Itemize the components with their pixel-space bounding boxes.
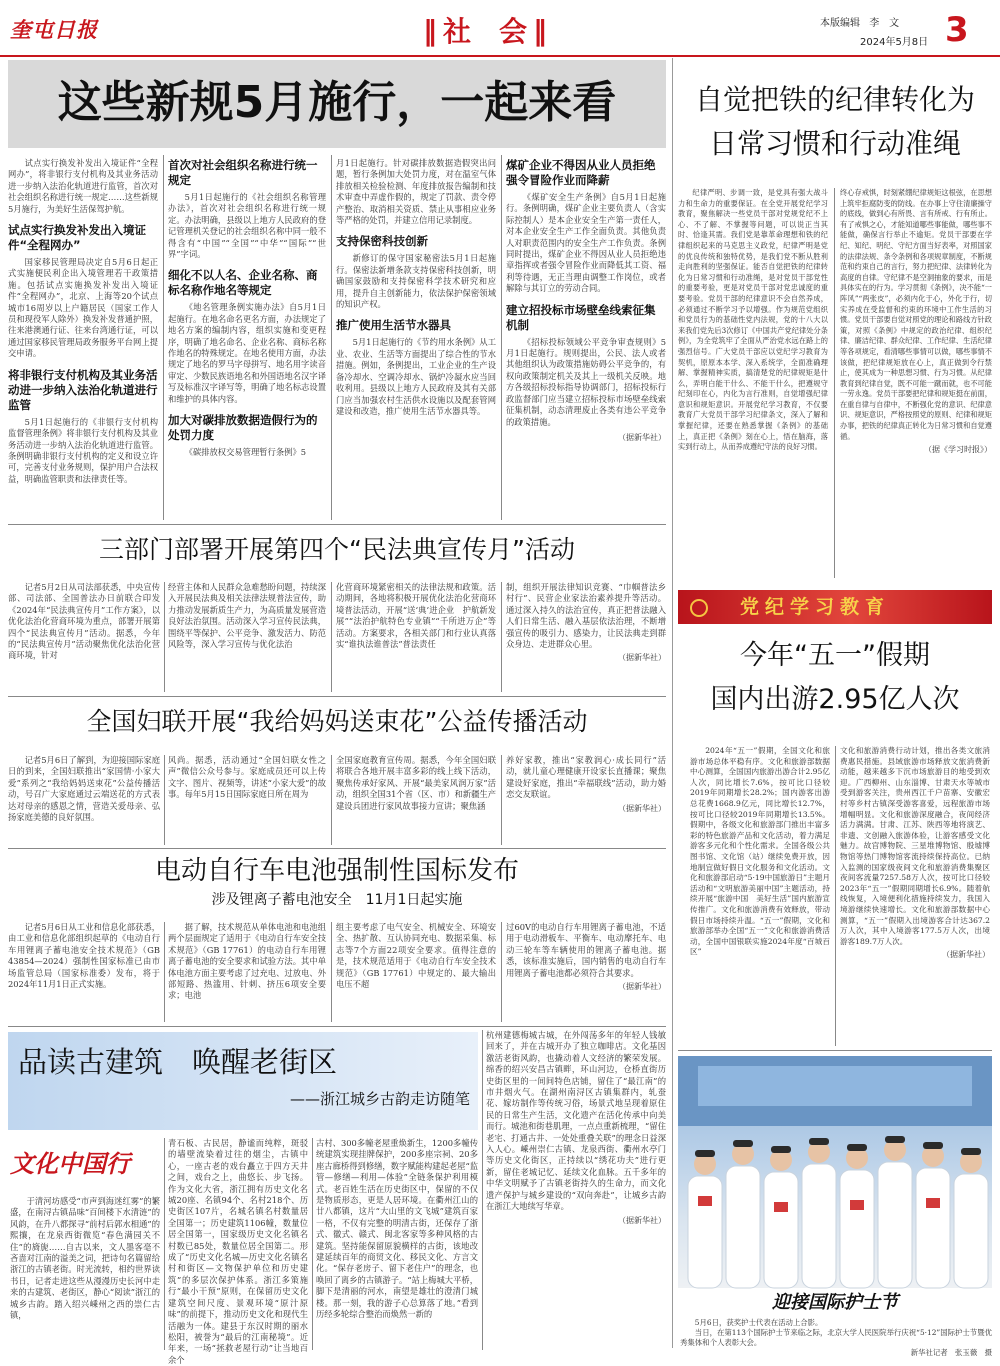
mayday-headline-line2: 国内出游2.95亿人次	[710, 684, 960, 715]
civil-col-2	[168, 582, 326, 650]
lead-intro: 试点实行换发补发出入境证件“全程网办”，将非银行支付机构及其业务活动进一步纳入法治化轨道进行监管，首次对社会组织名称进行统一规定……这些新规5月施行，为美好生活保驾护航。	[8, 158, 158, 214]
discipline-col-2	[840, 188, 992, 455]
lead-subhead: 细化不以人名、企业名称、商标名称作地名等规定	[168, 268, 318, 298]
nurse-banner: 迎接国际护士节	[772, 1292, 898, 1313]
issue-date: 2024年5月8日	[860, 37, 929, 48]
discipline-source: （据《学习时报》）	[924, 445, 992, 455]
flower-source: （据新华社）	[618, 803, 666, 813]
mayday-paragraph: 2024年“五一”假期，全国文化和旅游市场总体平稳有序。文化和旅游部数据中心测算，全国国内旅游出游合计2.95亿人次，同比增长7.6%，按可比口径较2019年同期增长28.2%；国内游客出游总花费1668.9亿元，同比增长12.7%，按可比口径较2019年同期增长13.5%。假期中，各级文化和旅游部门推出丰富多彩的特色旅游产品和文化活动，着力满足游客多元化和个性化需求。全国各级公共图书馆、文化馆（站）继续免费开放，因地制宜做好假日文化服务和文化活动。文化和旅游部启动“5·19中国旅游日”主题月活动和“文明旅游美丽中国”主题活动，持续开展“旅游中国 美好生活”国内旅游宣传推广。文化和旅游消费有效释放，带动假日市场持续升温。“五一”假期，文化和旅游部举办全国“五一”文化和旅游消费活动，全国中国银联实施2024年度“百城百区”	[690, 746, 830, 957]
ancient-paragraph: 青石板、古民居，静谧而纯粹，斑驳的墙壁流染着过往的烟尘，古镇中心，一座古老的戏台矗立于四方天井之间，戏台之上，曲悠长、步飞扬。作为文化大省，浙江拥有历史文化名城20座、名镇94个、名村218个、历史街区107片，名城名镇名村数量居全国第一；历史建筑1106幢，数量位居全国第一，国家级历史文化名镇名村数已85处，数量位居全国第二。形成了“历史文化名城—历史文化名镇名村和街区—文物保护单位和历史建筑”的多层次保护体系。浙江多策施行“最小干预”原则，在保留历史文化建筑空间尺度、景观环境“原汁原味”的前提下，推动历史文化和现代生活融为一体。建县于东汉时期的丽水松阳，被誉为“最后的江南秘境”。近年来，一场“拯救老屋行动”让当地百余个	[168, 1138, 308, 1365]
nurse-photo-graphic	[678, 1056, 992, 1288]
lead-paragraph: 《招标投标领域公平竞争审查规则》5月1日起施行。规则提出，公民、法人或者其他组织认为政策措施妨碍公平竞争的，有权向政策制定机关及其上一级机关反映。地方各级招标投标指导协调部门，招标投标行政监督部门应当建立招标投标市场壁垒线索征集机制，动态清理废止各类有违公平竞争的政策措施。	[506, 336, 666, 427]
flower-paragraph: 记者5月6日了解到，为迎接国际家庭日的到来，全国妇联推出“家国情·小家大爱”系列之“我给妈妈送束花”公益传播活动，号召广大家庭通过云端送花的方式表达对母亲的感恩之情，营造关爱母亲、弘扬家庭美德的良好氛围。	[8, 755, 160, 823]
flower-col-1	[8, 755, 160, 823]
lead-subhead: 将非银行支付机构及其业务活动进一步纳入法治化轨道进行监管	[8, 367, 158, 412]
discipline-paragraph: 纪律严明、步调一致，是党具有强大战斗力和生命力的重要保证。在全党开展党纪学习教育，聚焦解决一些党员干部对党规党纪不上心、不了解、不掌握等问题，可以说正当其时、恰逢其需。我们党是靠革命理想和铁的纪律组织起来的马克思主义政党，纪律严明是党的优良传统和独特优势，是我们党不断从胜利走向胜利的坚强保证。能否自觉把铁的纪律转化为日常习惯和行动准绳，是对党员干部党性的重要考验，更是对党员干部对党忠诚度的重要考验。党员干部的纪律意识不会自然养成，必须通过不断学习予以增强。作为规范党组织和党员行为的基础性党内法规，党的十八大以来我们党先后3次修订《中国共产党纪律处分条例》，为全党筑牢了全面从严治党水远在路上的强烈信号。广大党员干部应以党纪学习教育为契机，原原本本学、深入系统学，全面准确理解、掌握精神实质，搞清楚党的纪律规矩是什么，弄明白能干什么、不能干什么，把遵规守纪刻印在心，内化为言行准则，自觉增强纪律意识和规矩意识。开展党纪学习教育，不仅要教育广大党员干部学习纪律条文，深入了解和掌握纪律，还要在熟悉掌握《条例》的基础上，真正把《条例》刻在心上，悟在脑海，落实到行动上，从而养成遵纪守法的良好习惯。	[678, 188, 828, 452]
lead-source: （据新华社）	[618, 432, 666, 442]
nurse-caption-line2: 当日，在第113个国际护士节来临之际，北京大学人民医院举行庆祝“5·12”国际护士节暨优秀集体和个人表彰大会。	[680, 1328, 992, 1347]
discipline-headline-line2: 日常习惯和行动准绳	[708, 127, 961, 160]
flower-paragraph: 养好家教，推出“家教润心·成长同行”活动，就儿童心理健康开设家长直播课；聚焦建设好家庭，推出“幸福联线”活动，助力婚恋交友联谊。	[506, 755, 666, 800]
flower-col-3	[336, 755, 496, 812]
lead-paragraph: 《地名管理条例实施办法》自5月1日起施行。在地名命名更名方面，办法规定了地名方案的编制内容，组织实施和变更程序，明确了地名命名、企业名称、商标名称作地名的特殊规定。在地名使用方面，办法规定了地名的罗马字母拼写、地名用字读音审定、少数民族语地名和外国语地名汉字译写及标准汉字译写等，明确了地名标志设置和维护的具体内容。	[168, 302, 326, 404]
lead-subhead: 建立招投标市场壁垒线索征集机制	[506, 302, 656, 332]
discipline-paragraph: 终心存戒惧，时刻紧绷纪律规矩这根弦，在思想上筑牢拒腐防变的防线。在办事上守住清廉操守的底线，做到心有所畏、言有所戒、行有所止。有了戒惧之心，才能知道哪些事能做，哪些事不能做，确保言行举止不逾矩。党员干部要在学纪、知纪、明纪、守纪方面当好表率，对照国家的法律法规、条令条例和各项规章制度，不断规范和约束自己的言行，努力把纪律、法律转化为高度的自律。守纪律不是空洞抽象的要求，而是具体实在的行为。学习贯彻《条例》，决不能“一阵风”“两张皮”，必须内化于心，外化于行，切实养成在受监督和约束的环境中工作生活的习惯。党员干部要自觉对照党的理论和路线方针政策，对照《条例》中规定的政治纪律、组织纪律、廉洁纪律、群众纪律、工作纪律、生活纪律等各项规定，看清哪些事情可以做，哪些事情不该做，把纪律规矩放在心上，真正做到令行禁止，使其成为一种思想习惯、行为习惯。从纪律教育到纪律自觉，既不可能一蹴而就，也不可能一劳永逸。党员干部要把纪律和规矩挺在前面，在重自律与自律中，不断强化党的意识、纪律意识、规矩意识，严格按照党的原则、纪律和规矩办事，把铁的纪律真正转化为日常习惯和自觉遵循。	[840, 188, 992, 441]
battery-col-1	[8, 922, 160, 990]
nurse-caption-line1: 5月6日，获奖护士代表在活动上合影。	[694, 1318, 823, 1327]
lead-subhead: 支持保密科技创新	[336, 234, 428, 249]
ancient-paragraph: 古村、300多幢老屋重焕新生，1200多幢传统建筑实现挂牌保护，200多座宗祠、20多座古廊桥得到修缮，数字赋能构建起老屋“监管—修缮—利用—体验”全链条保护利用模式。老百姓生活在历史街区中，保留的不仅是物质形态，更是人居环境。在衢州江山的廿八都镇，这片“大山里的文飞城”建筑百家一格，不仅有完整的明清古街，还保存了浙式、徽式、赣式、闽北客家等多种风格的古建筑。坚持能保留原貌横样的古街，该地改建延续百年的商贸文化、移民文化、方言文化。“保存老房子、留下老住户”的理念，也唤回了离乡的古镇游子。“站上梅城大平桥，脚下是清丽的河水，南望是雄壮的澄清门城楼。那一刻，我的游子心总算落了地。”看到历经多轮综合整治而焕然一新的	[316, 1138, 478, 1320]
lead-paragraph: 5月1日起施行的《社会组织名称管理办法》，首次对社会组织名称进行统一规定。办法明确，县级以上地方人民政府的登记管理机关登记的社会组织名称中同一般不得含有“中国”“全国”“中华”“国际”“世界”字词。	[168, 192, 326, 260]
ancient-col-1	[10, 1196, 160, 1321]
mayday-source: （据新华社）	[942, 950, 990, 960]
lead-subhead: 煤矿企业不得因从业人员拒绝强令冒险作业而降薪	[506, 158, 656, 187]
lead-paragraph: 新修订的保守国家秘密法5月1日起施行。保密法新增条款支持保密科技创新，明确国家鼓励和支持保密科学技术研究和应用，提升自主创新能力，依法保护保密领域的知识产权。	[336, 253, 496, 310]
flower-col-4	[506, 755, 666, 814]
lead-col-3	[336, 158, 496, 417]
section-label: ‖ 社 会 ‖	[405, 10, 565, 50]
party-education-banner-text: 党纪学习教育	[739, 596, 890, 618]
civil-code-headline: 三部门部署开展第四个“民法典宣传月”活动	[99, 535, 575, 564]
mayday-col-1	[690, 746, 830, 958]
civil-col-4	[506, 582, 666, 663]
lead-headline: 这些新规5月施行，一起来看	[57, 77, 617, 128]
banner-deco-left	[690, 599, 708, 617]
nurse-photo	[678, 1056, 992, 1288]
page-number: 3	[945, 10, 969, 50]
lead-paragraph: 国家移民管理局决定自5月6日起正式实施便民利企出入境管理若干政策措施。包括试点实施换发补发出入境证件“全程网办”，北京、上海等20个试点城市16周岁以上户籍居民（国家工作人员和现役军人除外）换发补发普通护照，往来港澳通行证、往来台湾通行证，可以通过国家移民管理局政务服务平台网上提交申请。	[8, 257, 158, 359]
column-logo	[10, 1138, 160, 1190]
ancient-col-2	[168, 1138, 308, 1366]
battery-col-3	[336, 922, 496, 990]
lead-paragraph: 《碳排放权交易管理暂行条例》5	[184, 447, 307, 458]
mayday-paragraph: 文化和旅游消费行动计划，推出各类文旅消费惠民措施。县域旅游市场释放文旅消费新动能，越来越多下沉市场旅游目的地受到欢迎。广西柳州、山东淄博、甘肃天水等城市受到游客关注，贵州西江千户苗寨、安徽宏村等乡村古镇深受游客喜爱，远程旅游市场增幅明显。文化和旅游深度融合，夜间经济活力满满。甘肃、江苏、陕西等地将演艺、非遗、文创融入旅游体验，让游客感受文化魅力。故宫博物院、三星堆博物馆、殷墟博物馆等热门博物馆客流持续保持高位。已纳入监测的国家级夜间文化和旅游消费集聚区夜间客流量7257.58万人次，按可比口径较2023年“五一”假期同期增长6.9%。随着航线恢复，入境便利化措施持续发力，我国入境游继续快速增长。文化和旅游部数据中心测算，“五一”假期入出境游客合计达367.2万人次，其中入境游客177.5万人次，出境游客189.7万人次。	[840, 746, 990, 946]
flower-col-2	[168, 755, 326, 801]
section-name: 社 会	[442, 15, 527, 48]
battery-paragraph: 过60V的电动自行车用锂离子蓄电池，不适用于电动滑板车、平衡车、电动摩托车、电动三轮车等车辆使用的锂离子蓄电池。据悉，该标准实施后，国内销售的电动自行车用锂离子蓄电池都必须符合其要求。	[506, 922, 666, 978]
ancient-subhead: ——浙江城乡古韵走访随笔	[289, 1090, 470, 1108]
masthead: 奎屯日报	[10, 17, 98, 42]
column-logo-text: 文化中国行	[10, 1149, 130, 1178]
ancient-col-3	[316, 1138, 478, 1321]
civil-col-3	[336, 582, 496, 650]
editor-label: 本版编辑	[820, 18, 860, 29]
battery-col-2	[168, 922, 326, 1002]
civil-paragraph: 制，组织开展法律知识竞赛、“巾帼普法乡村行”、民营企业家法治素养提升等活动。通过深入持久的法治宣传，真正把普法融入人们日常生活、融入基层依法治理，不断增强宣传的吸引力、感染力，让民法典走到群众身边、走进群众心里。	[506, 582, 666, 650]
lead-col-4	[506, 158, 666, 443]
civil-paragraph: 记者5月2日从司法部获悉，中央宣传部、司法部、全国普法办日前联合印发《2024年“民法典宣传月”工作方案》，以优化法治化营商环境为重点，部署开展第四个“民法典宣传月”活动。据悉，今年的“民法典宣传月”活动聚焦优化法治化营商环境，针对	[8, 582, 160, 661]
lead-paragraph: 5月1日起施行的《节约用水条例》从工业、农业、生活等方面提出了综合性的节水措施。例如，条例提出，工业企业的生产设备冷却水、空调冷却水、锅炉冷凝水应当回收利用。县级以上地方人民政府及其有关部门应当加强农村生活供水设施以及配套管网建设和改造，推广使用生活节水器具等。	[336, 337, 496, 416]
lead-paragraph: 5月1日起施行的《非银行支付机构监督管理条例》将非银行支付机构及其业务活动进一步纳入法治化轨道进行监管。条例明确非银行支付机构的定义和设立许可，完善支付业务规则，保护用户合法权益，明确监管职责和法律责任等。	[8, 416, 158, 484]
battery-paragraph: 组主要考虑了电气安全、机械安全、环境安全、热扩散、互认协同充电、数据采集、标志等7个方面22项安全要求。值得注意的是，技术规范适用于《电动自行车安全技术规范》（GB 17761）中规定的、最大输出电压不超	[336, 922, 496, 990]
flower-paragraph: 风尚。据悉，活动通过“全国妇联女性之声”微信公众号参与。家庭成员还可以上传文字、图片、视频等，讲述“小家大爱”的故事。每年5月15日国际家庭日所在周为	[168, 755, 326, 800]
civil-source: （据新华社）	[618, 653, 666, 663]
discipline-col-1	[678, 188, 828, 453]
lead-col-2	[168, 158, 326, 459]
ancient-paragraph: 于清河坊感受“市声到海迷红雾”的繁盛，在南浔古镇品味“百间楼下水清涟”的风韵，在升八都探寻“前村后郭水相通”的熙攘，在龙泉西街微览“春色满园关不住”的旖旎……自古以来，文人墨客毫不吝啬对江南的溢美之词，把诗句名篇留给浙江的古镇老街。时光流转，相约世界读书日，记者走进这些从漫漫历史长河中走来的古建筑、老街区，静心“阅读”浙江的城乡古韵。踏入绍兴嵊州之西的崇仁古镇，	[10, 1196, 160, 1321]
lead-col-1	[8, 158, 158, 485]
mayday-headline-line1: 今年“五一”假期	[740, 640, 930, 671]
editor-info	[820, 14, 899, 29]
lead-subhead: 推广使用生活节水器具	[336, 318, 451, 333]
nurse-photo-credit: 新华社记者 张玉薇 摄	[910, 1348, 992, 1357]
civil-paragraph: 经营主体和人民群众急难愁盼问题，持续深入开展民法典及相关法律法规普法宣传，助力推动发展新质生产力，为高质量发展营造良好法治氛围。活动深入学习宣传民法典，围绕平等保护、公平竞争、激发活力、防范风险等，深入学习宣传与优化法治	[168, 582, 326, 650]
battery-source: （据新华社）	[618, 982, 666, 992]
lead-paragraph: 《煤矿安全生产条例》自5月1日起施行。条例明确，煤矿企业主要负责人（含实际控制人）是本企业安全生产第一责任人，对本企业安全生产工作全面负责。其他负责人对职责范围内的安全生产工作负责。条例同时提出，煤矿企业不得因从业人员拒绝违章指挥或者强令冒险作业而降低其工资、福利等待遇，无正当理由调整工作岗位，或者解除与其订立的劳动合同。	[506, 192, 666, 294]
ancient-paragraph: 杭州建德梅城古城，在外闯荡多年的年轻人钱敏回来了，并在古城开办了独立咖啡店。文化基因激活老街风韵，也撬动着人文经济的繁荣发展。绵香的绍兴安昌古镇畔，环山河边，仓桥直街历史街区里的一间间特色店铺，留住了“最江南”的市井烟火气。在湖州南浔区古镇集群内，轧蚕花、嫁坊制作等传统习俗，场景式地呈现着原住民的日常生产生活，文化遗产在活化传承中向美而行。城池和街巷肌理，一点点重新梳理，“留住老宅、打通古井、一处处重叠关联”的理念日益深入人心。嵊州崇仁古镇、龙泉西街、衢州水亭门等历史文化街区，正持续以“绣花功夫”进行更新，留住老城记忆、延续文化血脉。五千多年的中华文明赋予了古镇老街持久的生命力，而文化遗产保护与城乡建设的“双向奔赴”，让城乡古韵在浙江大地续写华章。	[486, 1030, 666, 1212]
editor-name: 李 文	[869, 18, 900, 29]
flower-headline: 全国妇联开展“我给妈妈送束花”公益传播活动	[86, 707, 588, 736]
battery-col-4	[506, 922, 666, 992]
flower-paragraph: 全国家庭教育宣传周。据悉，今年全国妇联将联合各地开展丰富多彩的线上线下活动，聚焦传承好家风、开展“最美家风润万家”活动，组织全国31个省（区、市）和新疆生产建设兵团进行家风故事接力宣讲；聚焦涵	[336, 755, 496, 811]
lead-paragraph: 月1日起施行。针对碳排放数据造假突出问题，暂行条例加大处罚力度，对在温室气体排放相关检验检测、年度排放报告编制和技术审查中弄虚作假的，规定了罚款、责令停产整治、取消相关资质、禁止从事相应业务等严格的处罚，并建立信用记录制度。	[336, 158, 496, 226]
mayday-col-2	[840, 746, 990, 960]
battery-subhead: 涉及锂离子蓄电池安全 11月1日起实施	[211, 892, 463, 908]
ancient-source: （据新华社）	[618, 1215, 666, 1225]
civil-paragraph: 化营商环境紧密相关的法律法规和政策。活动期间，各地将积极开展优化法治化营商环境普法活动，开展“送‘典’进企业 护航新发展”“法治护航特色专业镇”“千所进万企”等活动。方案要求，各相关部门和行业认真落实“谁执法谁普法”普法责任	[336, 582, 496, 650]
battery-paragraph: 据了解，技术规范从单体电池和电池组两个层面规定了适用于《电动自行车安全技术规范》（GB 17761）的电动自行车用锂离子蓄电池的安全要求和试验方法。其中单体电池方面主要考虑了过充电、过放电、外部短路、热滥用、针刺、挤压6项安全要求；电池	[168, 922, 326, 1001]
lead-subhead: 首次对社会组织名称进行统一规定	[168, 158, 318, 187]
battery-headline: 电动自行车电池强制性国标发布	[154, 856, 519, 886]
discipline-headline	[678, 78, 992, 166]
ancient-col-4	[486, 1030, 666, 1226]
lead-subhead: 加大对碳排放数据造假行为的处罚力度	[168, 413, 318, 443]
civil-col-1	[8, 582, 160, 662]
mayday-headline	[678, 634, 992, 722]
nurse-caption	[680, 1318, 992, 1358]
lead-subhead: 试点实行换发补发出入境证件“全程网办”	[8, 223, 146, 253]
battery-paragraph: 记者5月6日从工业和信息化部获悉，由工业和信息化部组织起草的《电动自行车用锂离子蓄电池安全技术规范》（GB 43854—2024）强制性国家标准已由市场监管总局（国家标准委）发布，将于2024年11月1日正式实施。	[8, 922, 160, 990]
ancient-headline: 品读古建筑 唤醒老街区	[18, 1045, 338, 1079]
discipline-headline-line1: 自觉把铁的纪律转化为	[694, 83, 975, 116]
